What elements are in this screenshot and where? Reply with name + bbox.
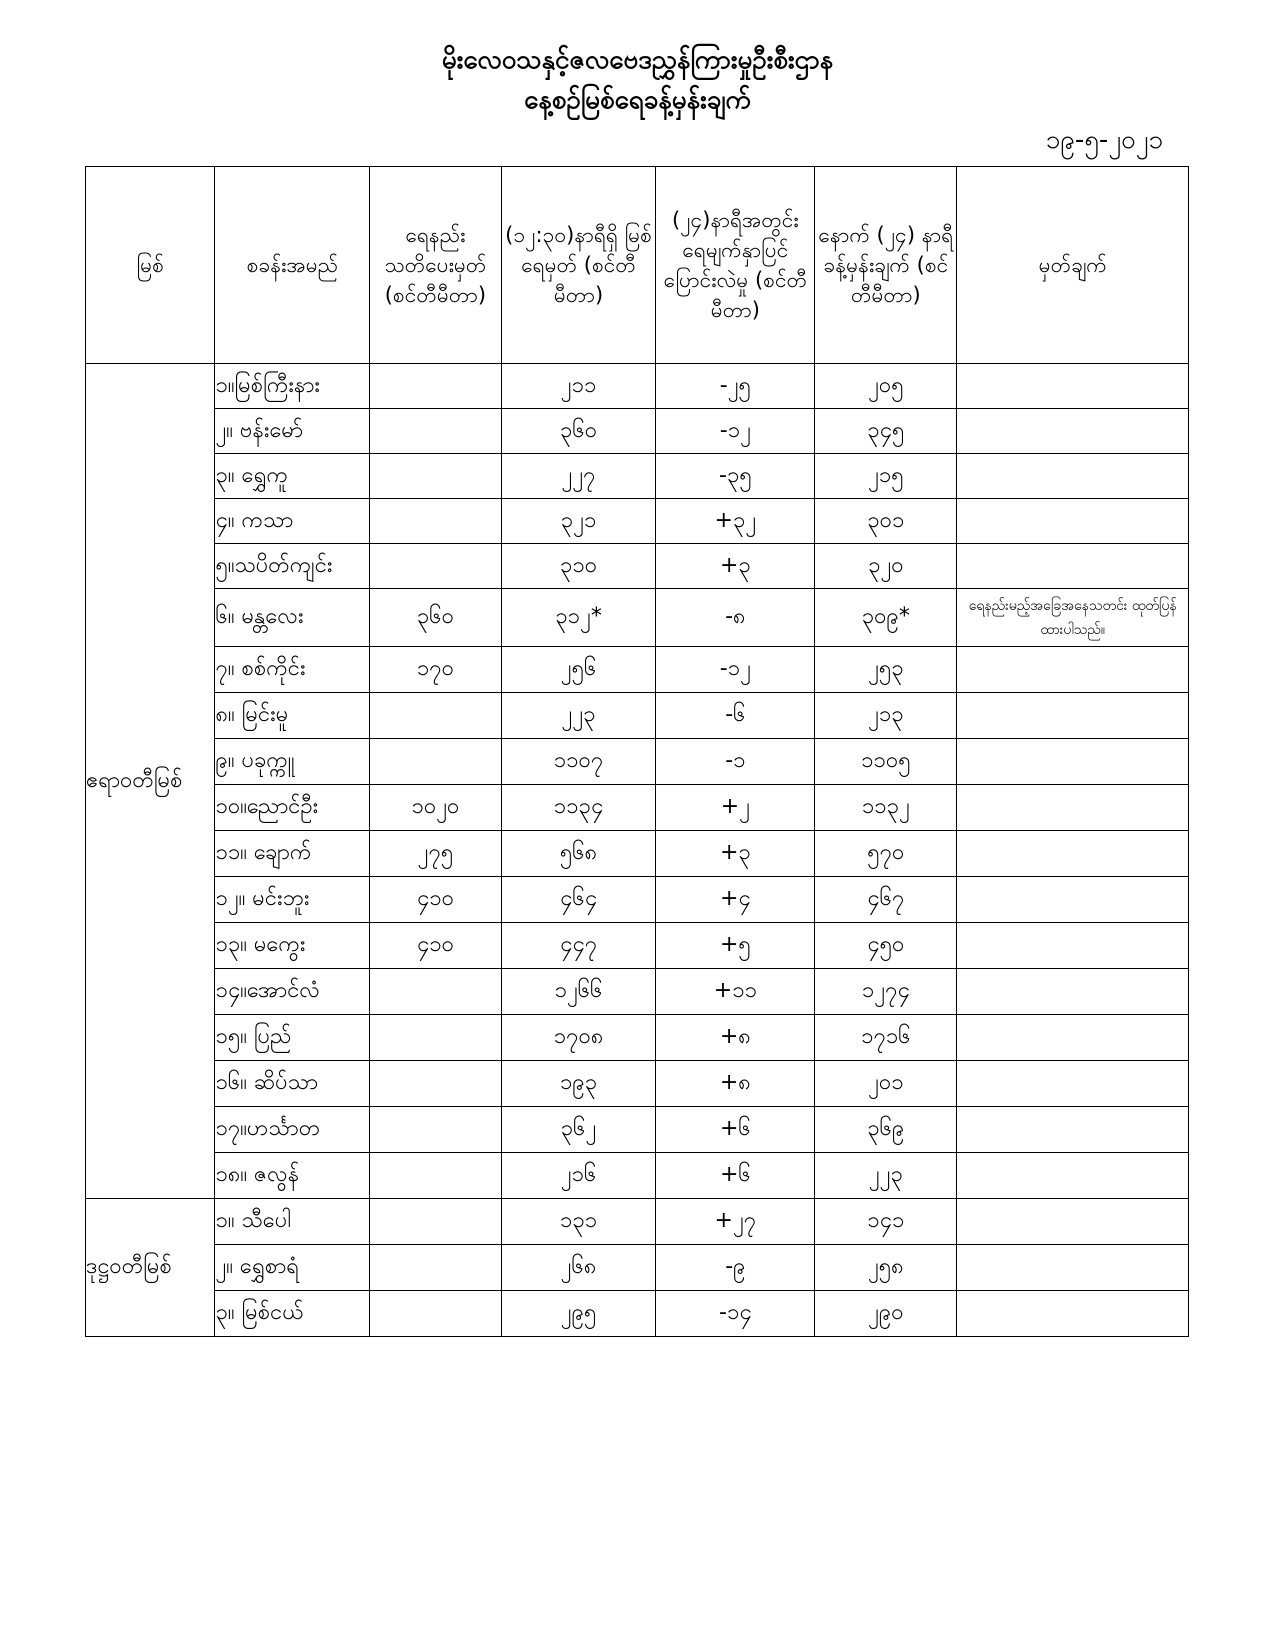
alert-level-cell [370, 364, 502, 409]
alert-level-cell [370, 499, 502, 544]
station-name-cell: ၉။ ပခုက္ကူ [215, 739, 370, 785]
table-row [86, 877, 1189, 923]
water-level-cell: ၂၁၆ [501, 1153, 656, 1199]
table-row [86, 544, 1189, 589]
station-name-cell: ၁၃။ မကွေး [215, 923, 370, 969]
col-header-water-level: (၁၂:၃၀)နာရီရှိ မြစ်ရေမှတ် (စင်တီမီတာ) [501, 167, 656, 364]
col-header-remark: မှတ်ချက် [957, 167, 1189, 364]
alert-level-cell [370, 969, 502, 1015]
remark-cell [957, 409, 1189, 454]
alert-level-cell: ၃၆၀ [370, 589, 502, 647]
alert-level-cell [370, 1015, 502, 1061]
remark-cell [957, 1061, 1189, 1107]
remark-cell [957, 454, 1189, 499]
level-change-cell: +၆ [656, 1107, 815, 1153]
station-name-cell: ၄။ ကသာ [215, 499, 370, 544]
water-level-cell: ၁၉၃ [501, 1061, 656, 1107]
station-name-cell: ၅။သပိတ်ကျင်း [215, 544, 370, 589]
level-change-cell: -၂၅ [656, 364, 815, 409]
remark-cell [957, 1153, 1189, 1199]
remark-cell: ရေနည်းမည့်အခြေအနေသတင်း ထုတ်ပြန်ထားပါသည်။ [957, 589, 1189, 647]
alert-level-cell: ၁၀၂၀ [370, 785, 502, 831]
remark-cell [957, 693, 1189, 739]
level-change-cell: +၈ [656, 1015, 815, 1061]
water-level-cell: ၃၁၂* [501, 589, 656, 647]
river-level-table [85, 166, 1189, 1337]
forecast-cell: ၂၀၅ [815, 364, 957, 409]
water-level-cell: ၁၃၁ [501, 1199, 656, 1245]
remark-cell [957, 1015, 1189, 1061]
river-name-cell: ဧရာဝတီမြစ် [86, 364, 215, 1199]
alert-level-cell [370, 1199, 502, 1245]
forecast-cell: ၃၄၅ [815, 409, 957, 454]
remark-cell [957, 1107, 1189, 1153]
remark-cell [957, 969, 1189, 1015]
alert-level-cell [370, 1245, 502, 1291]
level-change-cell: -၁၂ [656, 409, 815, 454]
level-change-cell: +၁၁ [656, 969, 815, 1015]
alert-level-cell: ၂၇၅ [370, 831, 502, 877]
water-level-cell: ၁၂၆၆ [501, 969, 656, 1015]
table-row [86, 409, 1189, 454]
forecast-cell: ၄၆၇ [815, 877, 957, 923]
forecast-cell: ၂၅၃ [815, 647, 957, 693]
station-name-cell: ၃။ မြစ်ငယ် [215, 1291, 370, 1337]
station-name-cell: ၁၀။ညောင်ဦး [215, 785, 370, 831]
station-name-cell: ၁၂။ မင်းဘူး [215, 877, 370, 923]
remark-cell [957, 831, 1189, 877]
water-level-cell: ၂၅၆ [501, 647, 656, 693]
water-level-cell: ၃၆၀ [501, 409, 656, 454]
level-change-cell: -၁၂ [656, 647, 815, 693]
forecast-cell: ၂၅၈ [815, 1245, 957, 1291]
forecast-cell: ၅၇၀ [815, 831, 957, 877]
forecast-cell: ၂၁၃ [815, 693, 957, 739]
water-level-cell: ၃၁၀ [501, 544, 656, 589]
level-change-cell: +၃ [656, 544, 815, 589]
water-level-cell: ၅၆၈ [501, 831, 656, 877]
river-name-cell: ဒုဋ္ဌဝတီမြစ် [86, 1199, 215, 1337]
station-name-cell: ၁။ သီပေါ [215, 1199, 370, 1245]
water-level-cell: ၂၂၃ [501, 693, 656, 739]
level-change-cell: -၈ [656, 589, 815, 647]
alert-level-cell [370, 454, 502, 499]
station-name-cell: ၇။ စစ်ကိုင်း [215, 647, 370, 693]
water-level-cell: ၁၁၃၄ [501, 785, 656, 831]
water-level-cell: ၄၄၇ [501, 923, 656, 969]
water-level-cell: ၁၁၀၇ [501, 739, 656, 785]
table-row [86, 647, 1189, 693]
forecast-cell: ၃၀၁ [815, 499, 957, 544]
level-change-cell: +၅ [656, 923, 815, 969]
water-level-cell: ၂၉၅ [501, 1291, 656, 1337]
station-name-cell: ၁။မြစ်ကြီးနား [215, 364, 370, 409]
water-level-cell: ၃၂၁ [501, 499, 656, 544]
remark-cell [957, 785, 1189, 831]
col-header-station: စခန်းအမည် [215, 167, 370, 364]
level-change-cell: +၃ [656, 831, 815, 877]
level-change-cell: -၁၄ [656, 1291, 815, 1337]
forecast-cell: ၂၂၃ [815, 1153, 957, 1199]
station-name-cell: ၆။ မန္တလေး [215, 589, 370, 647]
page-title: မိုးလေဝသနှင့်ဇလဗေဒညွှန်ကြားမှုဦးစီးဌာန [441, 45, 834, 75]
station-name-cell: ၁၁။ ချောက် [215, 831, 370, 877]
alert-level-cell [370, 409, 502, 454]
remark-cell [957, 499, 1189, 544]
col-header-forecast: နောက် (၂၄) နာရီ ခန့်မှန်းချက် (စင်တီမီတာ) [815, 167, 957, 364]
forecast-cell: ၁၇၁၆ [815, 1015, 957, 1061]
table-row [86, 1199, 1189, 1245]
table-row [86, 1245, 1189, 1291]
table-row [86, 1015, 1189, 1061]
table-row [86, 693, 1189, 739]
station-name-cell: ၂။ ဗန်းမော် [215, 409, 370, 454]
table-row [86, 364, 1189, 409]
table-row [86, 589, 1189, 647]
forecast-cell: ၁၄၁ [815, 1199, 957, 1245]
forecast-cell: ၂၁၅ [815, 454, 957, 499]
water-level-cell: ၂၆၈ [501, 1245, 656, 1291]
remark-cell [957, 1199, 1189, 1245]
table-header-row [86, 167, 1189, 364]
table-row [86, 454, 1189, 499]
water-level-cell: ၄၆၄ [501, 877, 656, 923]
remark-cell [957, 544, 1189, 589]
forecast-cell: ၃၂၀ [815, 544, 957, 589]
water-level-cell: ၂၁၁ [501, 364, 656, 409]
table-row [86, 923, 1189, 969]
col-header-24h-change: (၂၄)နာရီအတွင်း ရေမျက်နှာပြင် ပြောင်းလဲမှု (စင်တီမီတာ) [656, 167, 815, 364]
forecast-cell: ၁၁၀၅ [815, 739, 957, 785]
level-change-cell: -၁ [656, 739, 815, 785]
forecast-cell: ၃၀၉* [815, 589, 957, 647]
alert-level-cell: ၄၁၀ [370, 877, 502, 923]
water-level-cell: ၁၇၀၈ [501, 1015, 656, 1061]
station-name-cell: ၁၇။ဟင်္သာတ [215, 1107, 370, 1153]
station-name-cell: ၂။ ရွှေစာရံ [215, 1245, 370, 1291]
col-header-river: မြစ် [86, 167, 215, 364]
level-change-cell: +၂၇ [656, 1199, 815, 1245]
remark-cell [957, 647, 1189, 693]
table-row [86, 831, 1189, 877]
forecast-cell: ၃၆၉ [815, 1107, 957, 1153]
water-level-cell: ၃၆၂ [501, 1107, 656, 1153]
remark-cell [957, 364, 1189, 409]
table-row [86, 1061, 1189, 1107]
level-change-cell: +၆ [656, 1153, 815, 1199]
level-change-cell: -၉ [656, 1245, 815, 1291]
alert-level-cell [370, 739, 502, 785]
level-change-cell: +၄ [656, 877, 815, 923]
remark-cell [957, 739, 1189, 785]
forecast-cell: ၄၅၀ [815, 923, 957, 969]
alert-level-cell [370, 1107, 502, 1153]
station-name-cell: ၁၆။ ဆိပ်သာ [215, 1061, 370, 1107]
station-name-cell: ၁၅။ ပြည် [215, 1015, 370, 1061]
level-change-cell: -၃၅ [656, 454, 815, 499]
table-row [86, 969, 1189, 1015]
table-row [86, 1107, 1189, 1153]
alert-level-cell [370, 1061, 502, 1107]
table-row [86, 785, 1189, 831]
col-header-alert-level: ရေနည်း သတိပေးမှတ် (စင်တီမီတာ) [370, 167, 502, 364]
level-change-cell: +၂ [656, 785, 815, 831]
table-row [86, 1291, 1189, 1337]
station-name-cell: ၁၄။အောင်လံ [215, 969, 370, 1015]
station-name-cell: ၈။ မြင်းမူ [215, 693, 370, 739]
level-change-cell: +၈ [656, 1061, 815, 1107]
alert-level-cell [370, 1291, 502, 1337]
report-date: ၁၉-၅-၂၀၂၁ [1045, 125, 1163, 155]
forecast-cell: ၂၉၀ [815, 1291, 957, 1337]
table-row [86, 739, 1189, 785]
forecast-cell: ၁၁၃၂ [815, 785, 957, 831]
alert-level-cell [370, 693, 502, 739]
alert-level-cell [370, 1153, 502, 1199]
forecast-cell: ၂၀၁ [815, 1061, 957, 1107]
level-change-cell: -၆ [656, 693, 815, 739]
water-level-cell: ၂၂၇ [501, 454, 656, 499]
remark-cell [957, 1291, 1189, 1337]
remark-cell [957, 923, 1189, 969]
table-row [86, 1153, 1189, 1199]
alert-level-cell: ၄၁၀ [370, 923, 502, 969]
remark-cell [957, 1245, 1189, 1291]
remark-cell [957, 877, 1189, 923]
station-name-cell: ၃။ ရွှေကူ [215, 454, 370, 499]
alert-level-cell: ၁၇၀ [370, 647, 502, 693]
alert-level-cell [370, 544, 502, 589]
level-change-cell: +၃၂ [656, 499, 815, 544]
forecast-cell: ၁၂၇၄ [815, 969, 957, 1015]
page-subtitle: နေ့စဉ်မြစ်ရေခန့်မှန်းချက် [524, 85, 751, 115]
table-row [86, 499, 1189, 544]
station-name-cell: ၁၈။ ဇလွန် [215, 1153, 370, 1199]
